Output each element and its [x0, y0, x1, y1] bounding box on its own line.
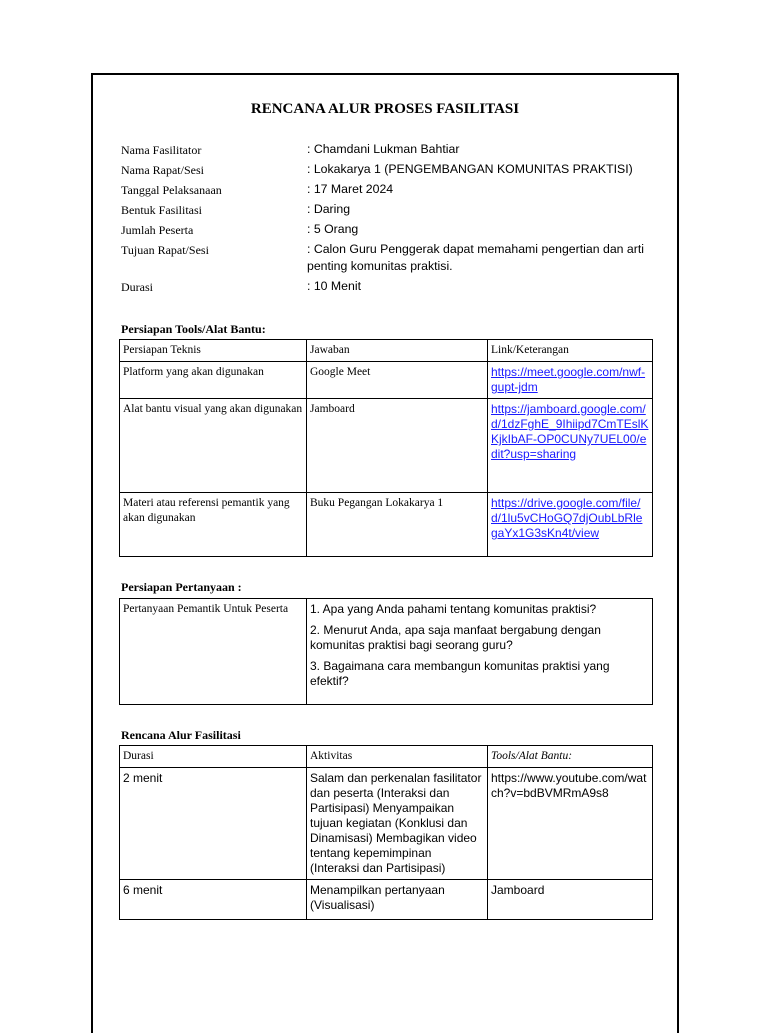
info-value: : Calon Guru Penggerak dapat memahami pengertian dan arti penting komunitas praktisi.	[307, 242, 644, 273]
teknis-cell: Alat bantu visual yang akan digunakan	[120, 399, 307, 493]
tools-table	[119, 339, 653, 557]
info-value: : Chamdani Lukman Bahtiar	[307, 142, 460, 156]
info-label: Nama Fasilitator	[121, 143, 202, 157]
document-page	[91, 73, 679, 1033]
info-row	[121, 221, 656, 239]
tools-cell: Jamboard	[488, 880, 653, 920]
info-value: : 10 Menit	[307, 279, 361, 293]
meet-link[interactable]: https://meet.google.com/nwf-gupt-jdm	[491, 365, 646, 394]
info-row	[121, 201, 656, 219]
questions-label-cell: Pertanyaan Pemantik Untuk Peserta	[120, 599, 307, 705]
question-item: 2. Menurut Anda, apa saja manfaat bergabung dengan komunitas praktisi bagi seorang guru?	[310, 623, 601, 652]
table-header-cell: Persiapan Teknis	[120, 340, 307, 362]
tools-cell: https://www.youtube.com/watch?v=bdBVMRmA9s8	[488, 768, 653, 880]
aktivitas-cell: Menampilkan pertanyaan (Visualisasi)	[307, 880, 488, 920]
info-value: : 5 Orang	[307, 222, 359, 236]
info-label: Jumlah Peserta	[121, 223, 194, 237]
jawaban-cell: Google Meet	[307, 362, 488, 399]
table-row	[120, 768, 653, 880]
teknis-cell: Platform yang akan digunakan	[120, 362, 307, 399]
link-cell	[488, 362, 653, 399]
table-row	[120, 493, 653, 557]
info-label: Tanggal Pelaksanaan	[121, 183, 222, 197]
table-header-cell: Tools/Alat Bantu:	[488, 746, 653, 768]
info-section	[121, 141, 656, 298]
table-header-cell: Link/Keterangan	[488, 340, 653, 362]
question-item: 1. Apa yang Anda pahami tentang komunitas praktisi?	[310, 602, 597, 616]
info-row	[121, 278, 656, 296]
table-row	[120, 880, 653, 920]
info-row	[121, 141, 656, 159]
table-header-cell: Jawaban	[307, 340, 488, 362]
table-header-cell: Durasi	[120, 746, 307, 768]
info-row	[121, 181, 656, 199]
durasi-cell: 6 menit	[120, 880, 307, 920]
table-row	[120, 362, 653, 399]
link-cell	[488, 399, 653, 493]
jawaban-cell: Jamboard	[307, 399, 488, 493]
info-row	[121, 241, 656, 275]
table-header-row	[120, 746, 653, 768]
flow-table	[119, 745, 653, 920]
info-label: Durasi	[121, 280, 153, 294]
teknis-cell: Materi atau referensi pemantik yang akan digunakan	[120, 493, 307, 557]
info-row	[121, 161, 656, 179]
link-cell	[488, 493, 653, 557]
tools-section-title: Persiapan Tools/Alat Bantu:	[121, 322, 266, 336]
info-label: Bentuk Fasilitasi	[121, 203, 202, 217]
table-header-cell: Aktivitas	[307, 746, 488, 768]
aktivitas-cell: Salam dan perkenalan fasilitator dan peserta (Interaksi dan Partisipasi) Menyampaikan tujuan kegiatan (Konklusi dan Dinamisasi) Membagikan video tentang kepemimpinan (Interaksi dan Partisipasi)	[307, 768, 488, 880]
table-row	[120, 599, 653, 705]
info-value: : Lokakarya 1 (PENGEMBANGAN KOMUNITAS PRAKTISI)	[307, 162, 633, 176]
info-label: Nama Rapat/Sesi	[121, 163, 204, 177]
drive-link[interactable]: https://drive.google.com/file/d/1lu5vCHoGQ7djOubLbRlegaYx1G3sKn4t/view	[491, 496, 643, 540]
info-label: Tujuan Rapat/Sesi	[121, 243, 209, 257]
questions-section-title: Persiapan Pertanyaan :	[121, 580, 242, 594]
table-header-row	[120, 340, 653, 362]
table-row	[120, 399, 653, 493]
flow-section-title: Rencana Alur Fasilitasi	[121, 728, 241, 742]
document-title: RENCANA ALUR PROSES FASILITASI	[250, 101, 520, 117]
durasi-cell: 2 menit	[120, 768, 307, 880]
questions-list-cell	[307, 599, 653, 705]
questions-table	[119, 598, 653, 705]
info-value: : 17 Maret 2024	[307, 182, 394, 196]
jawaban-cell: Buku Pegangan Lokakarya 1	[307, 493, 488, 557]
jamboard-link[interactable]: https://jamboard.google.com/d/1dzFghE_9Ihiipd7CmTEslKKjkIbAF-OP0CUNy7UEL00/edit?usp=sharing	[491, 402, 649, 461]
question-item: 3. Bagaimana cara membangun komunitas praktisi yang efektif?	[310, 659, 610, 688]
info-value: : Daring	[307, 202, 351, 216]
